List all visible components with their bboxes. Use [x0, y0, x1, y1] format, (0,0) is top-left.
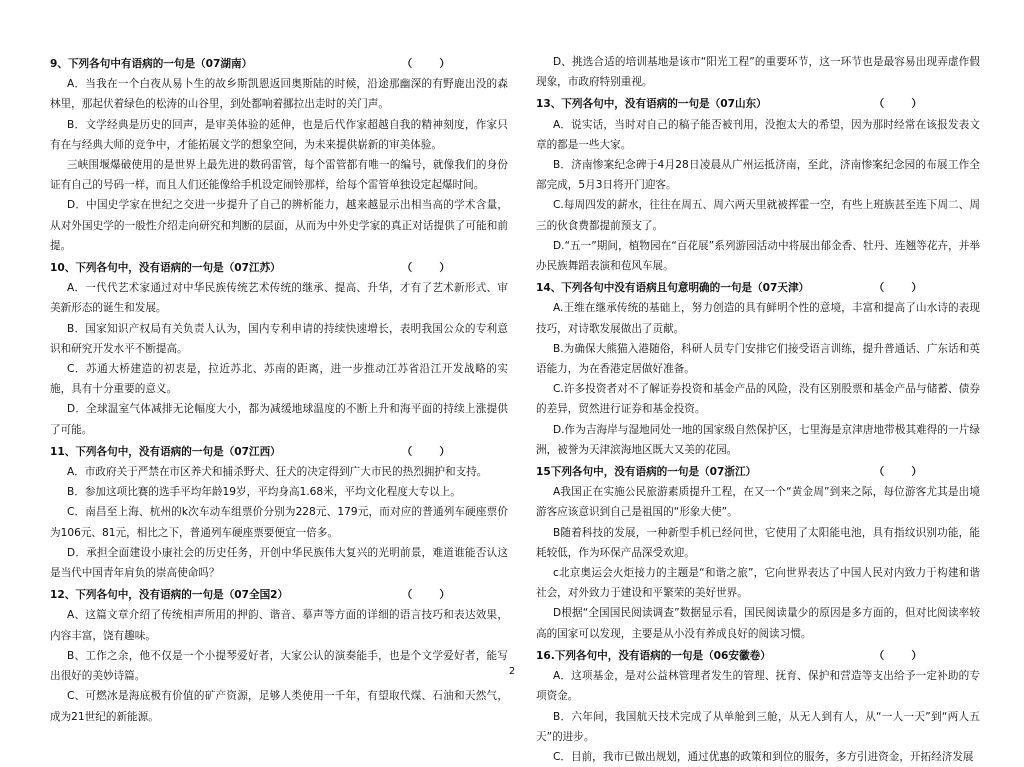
option-d: D.“五一”期间，植物园在“百花展”系列游园活动中将展出郁金香、牡丹、连翘等花卉，并举办民族舞蹈表演和苞风车展。: [536, 239, 980, 273]
option-d: D、挑选合适的培训基地是该市“阳光工程”的重要环节，这一环节也是最容易出现弄虚作假现象，市政府特别重视。: [536, 56, 980, 89]
question-14: [536, 278, 980, 460]
page-number: 2: [508, 666, 516, 677]
question-12: [50, 585, 508, 726]
option-b: B．六年间，我国航天技术完成了从单舱到三舱，从无人到有人，从“一人一天”到“两人五天”的进步。: [536, 710, 980, 743]
option-a: A我国正在实施公民旅游素质提升工程，在又一个“黄金周”到来之际，每位游客尤其是出境游客应该意识到自己是祖国的“形象大使”。: [536, 486, 980, 519]
answer-blank: （ ）: [873, 282, 924, 295]
option-a: A．市政府关于严禁在市区养犬和捕杀野犬、狂犬的决定得到广大市民的热烈拥护和支持。: [66, 466, 488, 479]
answer-blank: （ ）: [873, 98, 924, 111]
option-c: C．南昌至上海、杭州的k次车动车组票价分别为228元、179元，而对应的普通列车硬座票价为106元、81元，相比之下，普通列车硬座票要便宜一倍多。: [50, 506, 508, 539]
question-title: 9、下列各句中有语病的一句是（07湖南）: [50, 58, 253, 70]
option-c: C．目前，我市已做出规划，通过优惠的政策和到位的服务，多方引进资金，开拓经济发展: [552, 750, 974, 763]
answer-blank: （ ）: [873, 649, 924, 662]
option-c: 三峡围堰爆破使用的是世界上最先进的数码雷管，每个雷管都有唯一的编号，就像我们的身份证有自己的号码一样，而且人们还能像给手机设定闹铃那样，给每个雷管单独设定起爆时间。: [50, 159, 508, 192]
option-a: A．说实话，当时对自己的稿子能否被刊用，没抱太大的希望，因为那时经常在该报发表文章的都是一些大家。: [536, 118, 980, 151]
question-10: [50, 258, 508, 440]
answer-blank: （ ）: [401, 589, 452, 602]
question-title: 15下列各句中，没有语病的一句是（07浙江）: [536, 466, 757, 479]
option-a: A．这项基金，是对公益林管理者发生的管理、抚育、保护和营造等支出给予一定补助的专项资金。: [536, 670, 980, 703]
option-b: B．文学经典是历史的回声，是审美体验的延伸，也是后代作家超越自我的精神刻度，作家只有在与经典大师的竞争中，才能拓展文学的想象空间，为未来提供崭新的审美体验。: [50, 118, 508, 151]
option-c: c北京奥运会火炬接力的主题是“和谐之旅”，它向世界表达了中国人民对内致力于构建和谐社会，对外致力于建设和平繁荣的美好世界。: [536, 567, 980, 600]
question-title: 12、下列各句中，没有语病的一句是（07全国2）: [50, 589, 289, 602]
question-13: [536, 94, 980, 276]
option-a: A．一代代艺术家通过对中华民族传统艺术传统的继承、提高、升华，才有了艺术新形式、审美新形态的诞生和发展。: [50, 282, 508, 315]
answer-blank: （ ）: [873, 466, 924, 479]
question-title: 11、下列各句中，没有语病的一句是（07江西）: [50, 445, 281, 458]
question-title: 13、下列各句中，没有语病的一句是（07山东）: [536, 98, 767, 111]
option-c: C、可燃冰是海底极有价值的矿产资源，足够人类使用一千年，有望取代煤、石油和天然气，成为21世纪的新能源。: [50, 690, 508, 723]
answer-blank: （ ）: [401, 58, 452, 70]
option-d: D．承担全面建设小康社会的历史任务，开创中华民族伟大复兴的光明前景，难道谁能否认这是当代中国青年肩负的崇高使命吗？: [50, 546, 508, 580]
question-11: [50, 442, 508, 583]
option-b: B．参加这项比赛的选手平均年龄19岁，平均身高1.68米，平均文化程度大专以上。: [66, 486, 461, 499]
option-c: C.许多投资者对不了解证券投资和基金产品的风险，没有区别股票和基金产品与储蓄、债券的差异，贸然进行证券和基金投资。: [536, 383, 980, 416]
question-15: [536, 462, 980, 644]
option-d: D．全球温室气体减排无论幅度大小，都为减缓地球温度的不断上升和海平面的持续上涨提供了可能。: [50, 403, 508, 436]
question-12-continued: [536, 52, 980, 92]
option-c: C.每周四发的薪水，往往在周五、周六两天里就被挥霍一空，有些上班族甚至连下周二、周三的伙食费都提前预支了。: [536, 199, 980, 232]
option-b: B随着科技的发展，一种新型手机已经问世，它使用了太阳能电池，具有指纹识别功能，能耗较低，作为环保产品深受欢迎。: [536, 526, 980, 559]
option-d: D.作为吉海岸与湿地同处一地的国家级自然保护区，七里海是京津唐地带极其难得的一片绿洲，被誉为天津滨海地区既大又美的花园。: [536, 423, 980, 456]
option-b: B.为确保大熊猫入港随俗，科研人员专门安排它们接受语言训练，提升普通话、广东话和英语能力，为在香港定居做好准备。: [536, 342, 980, 376]
option-b: B、工作之余，他不仅是一个小提琴爱好者，大家公认的演奏能手，也是个文学爱好者，能写出很好的美妙诗篇。: [50, 649, 508, 683]
right-column: [536, 52, 980, 767]
question-9: [50, 54, 508, 256]
option-a: A．当我在一个白夜从易卜生的故乡斯凯恩返回奥斯陆的时候，沿途那幽深的有野鹿出没的森林里，那起伏着绿色的松涛的山谷里，到处都响着挪拉出走时的关门声。: [50, 78, 508, 111]
option-d: D根据“全国国民阅读调查”数据显示看，国民阅读量少的原因是多方面的，但对比阅读率较高的国家可以发现，主要是从小没有养成良好的阅读习惯。: [536, 607, 980, 640]
question-title: 14、下列各句中没有语病且句意明确的一句是（07天津）: [536, 282, 810, 295]
option-b: B．国家知识产权局有关负责人认为，国内专利申请的持续快速增长，表明我国公众的专利意识和研究开发水平不断提高。: [50, 322, 508, 355]
question-title: 16.下列各句中，没有语病的一句是（06安徽卷）: [536, 649, 771, 662]
question-title: 10、下列各句中，没有语病的一句是（07江苏）: [50, 262, 281, 275]
option-d: D．中国史学家在世纪之交进一步提升了自己的辨析能力，越来越显示出相当高的学术含量，从对外国史学的一般性介绍走向研究和判断的层面，从而为中外史学家的真正对话提供了可能和前提。: [50, 199, 508, 252]
option-b: B．济南惨案纪念碑于4月28日凌晨从广州运抵济南，至此，济南惨案纪念园的布展工作全部完成，5月3日将开门迎客。: [536, 159, 980, 192]
option-a: A.王维在继承传统的基础上，努力创造的具有鲜明个性的意境，丰富和提高了山水诗的表现技巧，对诗歌发展做出了贡献。: [536, 302, 980, 335]
answer-blank: （ ）: [401, 262, 452, 275]
answer-blank: （ ）: [401, 445, 452, 458]
option-a: A、这篇文章介绍了传统相声所用的押韵、谐音、摹声等方面的详细的语言技巧和表达效果，内容丰富，饶有趣味。: [50, 609, 508, 642]
left-column: [50, 52, 508, 727]
option-c: C．苏通大桥建造的初衷是，拉近苏北、苏南的距离，进一步推动江苏省沿江开发战略的实施，具有十分重要的意义。: [50, 363, 508, 396]
